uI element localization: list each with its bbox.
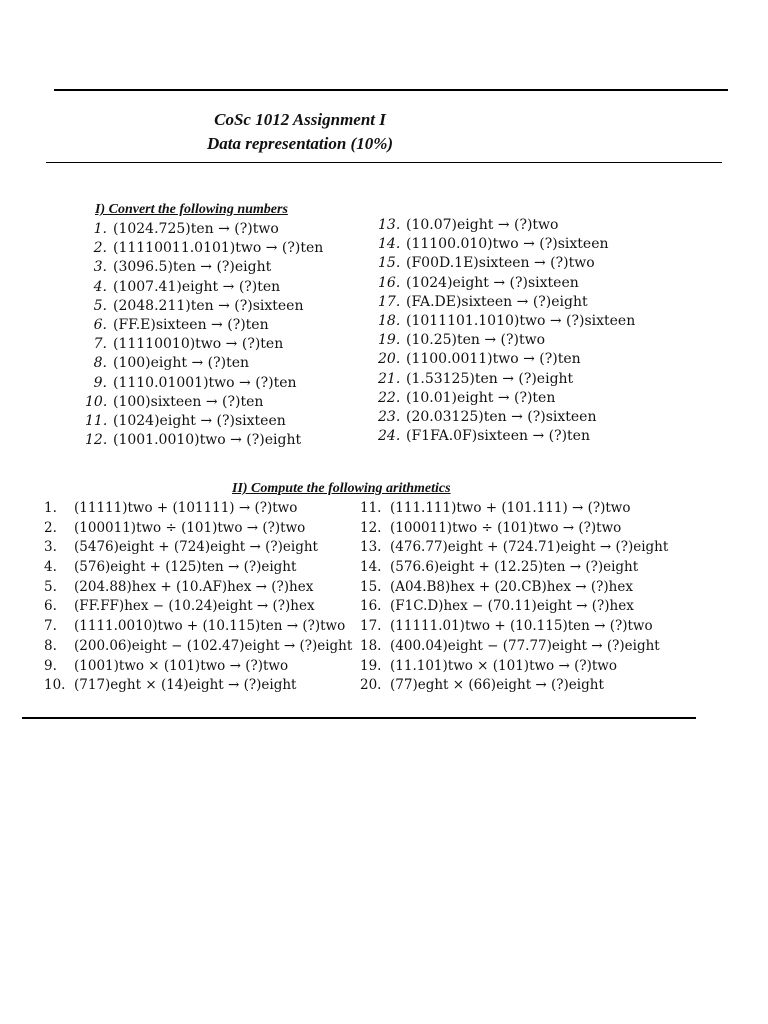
expression: (100)sixteen → (?)ten — [113, 393, 264, 410]
expression: (20.03125)ten → (?)sixteen — [406, 408, 597, 425]
list-item: 9. (1110.01001)two → (?)ten — [85, 374, 323, 393]
list-item: 18. (400.04)eight − (77.77)eight → (?)eight — [360, 637, 668, 657]
expression: (1024)eight → (?)sixteen — [113, 412, 286, 429]
list-item: 16. (1024)eight → (?)sixteen — [378, 274, 635, 293]
list-item: 19. (10.25)ten → (?)two — [378, 331, 635, 350]
list-item: 6. (FF.E)sixteen → (?)ten — [85, 316, 323, 335]
expression: (F1FA.0F)sixteen → (?)ten — [406, 428, 590, 445]
list-item: 10. (717)eght × (14)eight → (?)eight — [44, 676, 352, 696]
list-item: 21. (1.53125)ten → (?)eight — [378, 370, 635, 389]
expression: (3096.5)ten → (?)eight — [113, 259, 272, 276]
arithmetic-list-left — [44, 499, 352, 696]
expression: (717)eght × (14)eight → (?)eight — [74, 677, 297, 694]
expression: (1001)two × (101)two → (?)two — [74, 657, 289, 674]
expression: (5476)eight + (724)eight → (?)eight — [74, 539, 318, 556]
arithmetic-list-right — [360, 499, 668, 696]
expression: (200.06)eight − (102.47)eight → (?)eight — [74, 637, 353, 654]
expression: (400.04)eight − (77.77)eight → (?)eight — [390, 637, 660, 654]
section-1-heading: I) Convert the following numbers — [95, 202, 288, 217]
list-item: 3. (3096.5)ten → (?)eight — [85, 258, 323, 277]
expression: (1.53125)ten → (?)eight — [406, 370, 574, 387]
expression: (10.01)eight → (?)ten — [406, 389, 556, 406]
list-item: 12. (1001.0010)two → (?)eight — [85, 431, 323, 450]
expression: (11111.01)two + (10.115)ten → (?)two — [390, 618, 653, 635]
list-item: 23. (20.03125)ten → (?)sixteen — [378, 408, 635, 427]
header-divider — [46, 162, 722, 163]
list-item: 24. (F1FA.0F)sixteen → (?)ten — [378, 427, 635, 446]
list-item: 15. (A04.B8)hex + (20.CB)hex → (?)hex — [360, 578, 668, 598]
expression: (1024.725)ten → (?)two — [113, 221, 279, 237]
list-item: 19. (11.101)two × (101)two → (?)two — [360, 657, 668, 677]
list-item: 6. (FF.FF)hex − (10.24)eight → (?)hex — [44, 597, 352, 617]
list-item: 9. (1001)two × (101)two → (?)two — [44, 657, 352, 677]
expression: (1111.0010)two + (10.115)ten → (?)two — [74, 618, 346, 635]
list-item: 22. (10.01)eight → (?)ten — [378, 389, 635, 408]
list-item: 14. (11100.010)two → (?)sixteen — [378, 235, 635, 254]
expression: (1011101.1010)two → (?)sixteen — [406, 312, 636, 329]
list-item: 20. (77)eght × (66)eight → (?)eight — [360, 676, 668, 696]
list-item: 1. (11111)two + (101111) → (?)two — [44, 499, 352, 519]
document-subtitle: Data representation (10%) — [206, 134, 394, 153]
section-2-heading: II) Compute the following arithmetics — [232, 481, 451, 496]
expression: (1110.01001)two → (?)ten — [113, 374, 297, 391]
expression: (77)eght × (66)eight → (?)eight — [390, 677, 604, 694]
list-item: 20. (1100.0011)two → (?)ten — [378, 350, 635, 369]
list-item: 7. (11110010)two → (?)ten — [85, 335, 323, 354]
list-item: 8. (200.06)eight − (102.47)eight → (?)eight — [44, 637, 352, 657]
list-item: 13. (10.07)eight → (?)two — [378, 216, 635, 235]
top-rule — [54, 89, 728, 91]
list-item: 5. (204.88)hex + (10.AF)hex → (?)hex — [44, 578, 352, 598]
expression: (111.111)two + (101.111) → (?)two — [390, 500, 631, 516]
expression: (576.6)eight + (12.25)ten → (?)eight — [390, 559, 639, 576]
expression: (11111)two + (101111) → (?)two — [74, 500, 298, 516]
expression: (11110011.0101)two → (?)ten — [113, 240, 324, 257]
expression: (204.88)hex + (10.AF)hex → (?)hex — [74, 578, 314, 595]
expression: (100011)two ÷ (101)two → (?)two — [390, 519, 622, 536]
list-item: 2. (11110011.0101)two → (?)ten — [85, 239, 323, 258]
list-item: 3. (5476)eight + (724)eight → (?)eight — [44, 538, 352, 558]
list-item: 2. (100011)two ÷ (101)two → (?)two — [44, 519, 352, 539]
expression: (FF.FF)hex − (10.24)eight → (?)hex — [74, 598, 315, 615]
expression: (F1C.D)hex − (70.11)eight → (?)hex — [390, 598, 634, 615]
list-item: 8. (100)eight → (?)ten — [85, 354, 323, 373]
expression: (10.07)eight → (?)two — [406, 217, 559, 233]
expression: (FF.E)sixteen → (?)ten — [113, 316, 269, 333]
expression: (11.101)two × (101)two → (?)two — [390, 657, 617, 674]
list-item: 17. (11111.01)two + (10.115)ten → (?)two — [360, 617, 668, 637]
expression: (11110010)two → (?)ten — [113, 336, 284, 353]
list-item: 10. (100)sixteen → (?)ten — [85, 393, 323, 412]
list-item: 11. (1024)eight → (?)sixteen — [85, 412, 323, 431]
expression: (2048.211)ten → (?)sixteen — [113, 297, 304, 314]
expression: (100)eight → (?)ten — [113, 355, 250, 372]
expression: (1100.0011)two → (?)ten — [406, 351, 581, 368]
expression: (1024)eight → (?)sixteen — [406, 274, 579, 291]
expression: (576)eight + (125)ten → (?)eight — [74, 559, 297, 576]
list-item: 12. (100011)two ÷ (101)two → (?)two — [360, 519, 668, 539]
list-item: 11. (111.111)two + (101.111) → (?)two — [360, 499, 668, 519]
list-item: 14. (576.6)eight + (12.25)ten → (?)eight — [360, 558, 668, 578]
list-item: 17. (FA.DE)sixteen → (?)eight — [378, 293, 635, 312]
list-item: 1. (1024.725)ten → (?)two — [85, 220, 323, 239]
list-item: 5. (2048.211)ten → (?)sixteen — [85, 297, 323, 316]
expression: (1001.0010)two → (?)eight — [113, 432, 302, 449]
conversion-list-left — [85, 220, 323, 450]
bottom-rule — [22, 717, 696, 719]
expression: (10.25)ten → (?)two — [406, 332, 546, 349]
expression: (1007.41)eight → (?)ten — [113, 278, 281, 295]
list-item: 13. (476.77)eight + (724.71)eight → (?)eight — [360, 538, 668, 558]
expression: (A04.B8)hex + (20.CB)hex → (?)hex — [390, 578, 633, 595]
list-item: 4. (576)eight + (125)ten → (?)eight — [44, 558, 352, 578]
list-item: 4. (1007.41)eight → (?)ten — [85, 278, 323, 297]
list-item: 7. (1111.0010)two + (10.115)ten → (?)two — [44, 617, 352, 637]
conversion-list-right — [378, 216, 635, 446]
document-title: CoSc 1012 Assignment I — [214, 110, 386, 129]
expression: (100011)two ÷ (101)two → (?)two — [74, 519, 306, 536]
list-item: 15. (F00D.1E)sixteen → (?)two — [378, 254, 635, 273]
list-item: 18. (1011101.1010)two → (?)sixteen — [378, 312, 635, 331]
list-item: 16. (F1C.D)hex − (70.11)eight → (?)hex — [360, 597, 668, 617]
expression: (476.77)eight + (724.71)eight → (?)eight — [390, 539, 669, 556]
expression: (F00D.1E)sixteen → (?)two — [406, 255, 595, 272]
expression: (11100.010)two → (?)sixteen — [406, 236, 609, 253]
expression: (FA.DE)sixteen → (?)eight — [406, 293, 588, 310]
